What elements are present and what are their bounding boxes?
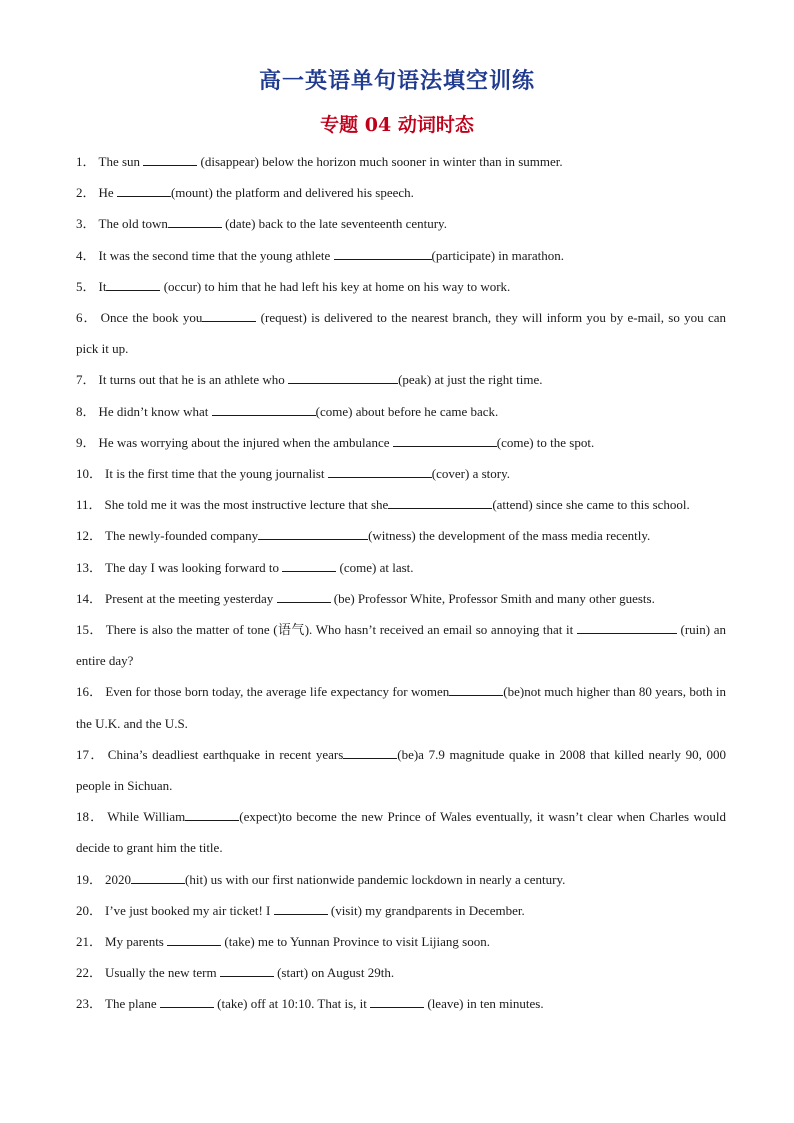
answer-blank[interactable] <box>185 806 239 821</box>
answer-blank[interactable] <box>131 869 185 884</box>
answer-blank[interactable] <box>202 307 256 322</box>
answer-blank[interactable] <box>393 432 497 447</box>
answer-blank[interactable] <box>258 525 368 540</box>
question-4: 4． It was the second time that the young athlete (participate) in marathon. <box>76 240 726 271</box>
question-10: 10． It is the first time that the young journalist (cover) a story. <box>76 458 726 489</box>
question-5: 5． It (occur) to him that he had left his key at home on his way to work. <box>76 271 726 302</box>
answer-blank[interactable] <box>220 962 274 977</box>
question-18: 18． While William (expect)to become the new Prince of Wales eventually, it wasn’t clear when Charles would decide to grant him the title. <box>76 801 726 863</box>
answer-blank[interactable] <box>370 993 424 1008</box>
answer-blank[interactable] <box>168 213 222 228</box>
answer-blank[interactable] <box>577 619 677 634</box>
question-22: 22． Usually the new term (start) on August 29th. <box>76 957 726 988</box>
question-17: 17． China’s deadliest earthquake in recent years (be)a 7.9 magnitude quake in 2008 that killed nearly 90, 000 people in Sichuan. <box>76 739 726 801</box>
question-23: 23． The plane (take) off at 10:10. That is, it (leave) in ten minutes. <box>76 988 726 1019</box>
question-1: 1． The sun (disappear) below the horizon much sooner in winter than in summer. <box>76 146 726 177</box>
answer-blank[interactable] <box>388 494 492 509</box>
answer-blank[interactable] <box>160 993 214 1008</box>
question-2: 2． He (mount) the platform and delivered his speech. <box>76 177 726 208</box>
answer-blank[interactable] <box>328 463 432 478</box>
question-15: 15． There is also the matter of tone (语气). Who hasn’t received an email so annoying that it (ruin) an entire day? <box>76 614 726 676</box>
question-6: 6． Once the book you (request) is delivered to the nearest branch, they will inform you by e-mail, so you can pick it up. <box>76 302 726 364</box>
answer-blank[interactable] <box>167 931 221 946</box>
answer-blank[interactable] <box>334 245 432 260</box>
question-20: 20． I’ve just booked my air ticket! I (visit) my grandparents in December. <box>76 895 726 926</box>
answer-blank[interactable] <box>212 401 316 416</box>
question-list <box>76 146 726 1020</box>
answer-blank[interactable] <box>449 681 503 696</box>
question-12: 12． The newly-founded company (witness) the development of the mass media recently. <box>76 520 726 551</box>
question-16: 16． Even for those born today, the average life expectancy for women (be)not much higher than 80 years, both in the U.K. and the U.S. <box>76 676 726 738</box>
answer-blank[interactable] <box>117 182 171 197</box>
answer-blank[interactable] <box>143 151 197 166</box>
page-title: 高一英语单句语法填空训练 <box>258 68 535 94</box>
answer-blank[interactable] <box>288 369 398 384</box>
answer-blank[interactable] <box>277 588 331 603</box>
question-8: 8． He didn’t know what (come) about before he came back. <box>76 396 726 427</box>
question-7: 7． It turns out that he is an athlete who (peak) at just the right time. <box>76 364 726 395</box>
question-3: 3． The old town (date) back to the late seventeenth century. <box>76 208 726 239</box>
question-13: 13． The day I was looking forward to (come) at last. <box>76 552 726 583</box>
question-19: 19． 2020 (hit) us with our first nationwide pandemic lockdown in nearly a century. <box>76 864 726 895</box>
answer-blank[interactable] <box>106 276 160 291</box>
question-11: 11． She told me it was the most instructive lecture that she (attend) since she came to this school. <box>76 489 726 520</box>
question-21: 21． My parents (take) me to Yunnan Province to visit Lijiang soon. <box>76 926 726 957</box>
answer-blank[interactable] <box>282 557 336 572</box>
question-14: 14． Present at the meeting yesterday (be) Professor White, Professor Smith and many other guests. <box>76 583 726 614</box>
answer-blank[interactable] <box>274 900 328 915</box>
page-subtitle: 专题 04 动词时态 <box>320 114 474 136</box>
answer-blank[interactable] <box>343 744 397 759</box>
question-9: 9． He was worrying about the injured when the ambulance (come) to the spot. <box>76 427 726 458</box>
